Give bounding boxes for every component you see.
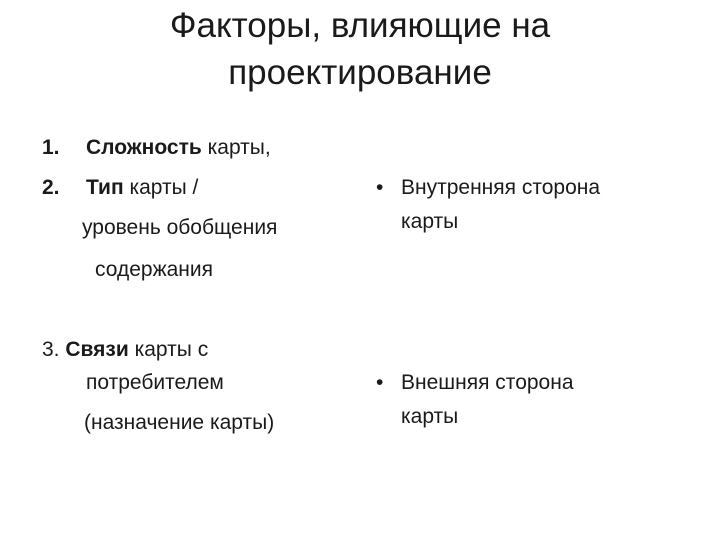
- list-item-type-continuation-2: содержания: [95, 258, 213, 281]
- bullet-item-inner-side-line-2: карты: [401, 210, 459, 233]
- slide-title-line-2: проектирование: [228, 53, 492, 92]
- slide-title: [0, 2, 720, 96]
- bullet-icon: •: [376, 371, 384, 394]
- list-item-text: карты с: [128, 338, 209, 361]
- bullet-item-outer-side-line-2: карты: [401, 405, 459, 428]
- list-item-relations: [42, 336, 208, 364]
- list-item-bold: Сложность: [86, 136, 202, 159]
- bullet-item-inner-side-line-1: Внутренняя сторона: [401, 176, 601, 199]
- list-number: 3.: [42, 338, 60, 361]
- list-item-type-continuation-1: уровень обобщения: [82, 216, 278, 239]
- list-item-bold: Связи: [65, 338, 129, 361]
- slide-title-line-1: Факторы, влияющие на: [169, 6, 551, 45]
- list-number: 1.: [42, 136, 60, 159]
- list-item-text: карты /: [123, 176, 199, 199]
- bullet-icon: •: [376, 176, 384, 199]
- bullet-item-outer-side-line-1: Внешняя сторона: [401, 371, 574, 394]
- list-item-relations-continuation-1: потребителем: [86, 371, 224, 394]
- list-item-complexity: [42, 134, 271, 162]
- list-number: 2.: [42, 176, 60, 199]
- list-item-relations-continuation-2: (назначение карты): [84, 411, 275, 434]
- list-item-bold: Тип: [86, 176, 124, 199]
- list-item-type: [42, 174, 198, 202]
- list-item-text: карты,: [201, 136, 271, 159]
